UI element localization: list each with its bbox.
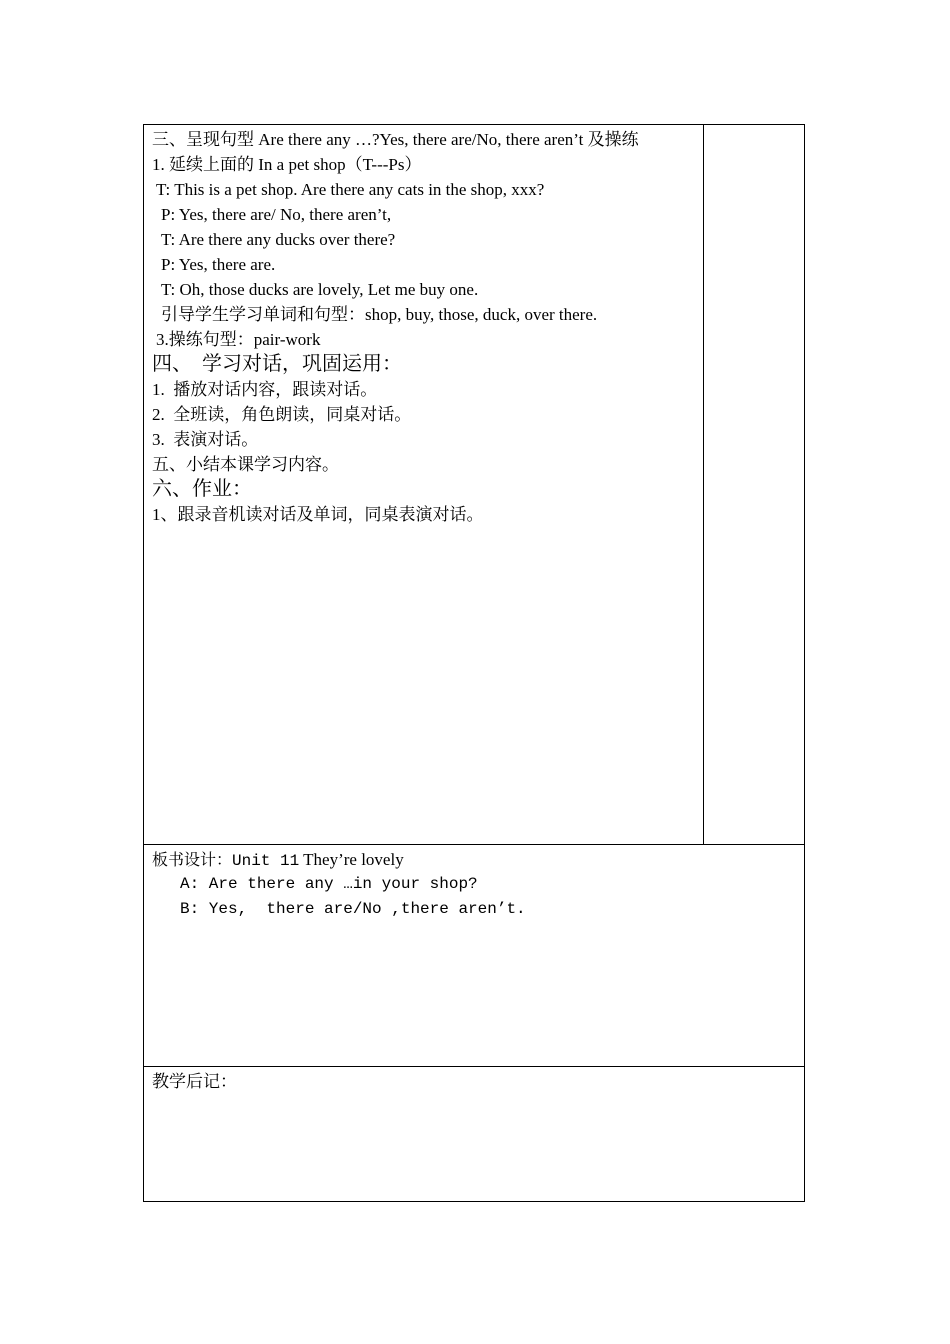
board-line-b: B: Yes, there are/No ,there aren’t. <box>180 900 526 918</box>
step-4-item-2: 2. 全班读，角色朗读，同桌对话。 <box>152 405 412 424</box>
board-design-title <box>152 847 804 872</box>
dialogue-line-t2: T: Are there any ducks over there? <box>161 230 396 249</box>
dialogue-line-p2: P: Yes, there are. <box>161 255 276 274</box>
teaching-notes-label: 教学后记： <box>152 1072 237 1091</box>
side-notes-cell <box>704 125 804 844</box>
vocabulary-guide: 引导学生学习单词和句型：shop, buy, those, duck, over there. <box>161 305 598 324</box>
step-6-heading: 六、作业： <box>152 478 252 500</box>
step-3-item-1: 1. 延续上面的 In a pet shop（T---Ps） <box>152 155 422 174</box>
procedure-row <box>144 125 804 845</box>
step-3-item-3: 3.操练句型：pair-work <box>156 330 321 349</box>
procedure-cell <box>144 125 704 844</box>
board-design-row <box>144 845 804 1067</box>
board-design-unit-title: They’re lovely <box>299 850 404 869</box>
step-4-item-3: 3. 表演对话。 <box>152 430 259 449</box>
teaching-notes-row <box>144 1067 812 1201</box>
step-5-heading: 五、小结本课学习内容。 <box>152 455 339 474</box>
step-4-item-1: 1. 播放对话内容，跟读对话。 <box>152 380 378 399</box>
homework-item-1: 1、跟录音机读对话及单词，同桌表演对话。 <box>152 505 484 524</box>
step-4-heading: 四、 学习对话，巩固运用： <box>152 353 402 375</box>
board-line-a: A: Are there any …in your shop? <box>180 875 478 893</box>
dialogue-line-t1: T: This is a pet shop. Are there any cats in the shop, xxx? <box>156 180 545 199</box>
dialogue-line-p1: P: Yes, there are/ No, there aren’t, <box>161 205 392 224</box>
step-3-heading: 三、呈现句型 Are there any …?Yes, there are/No, there aren’t 及操练 <box>152 130 639 149</box>
board-design-label: 板书设计：Unit 11 <box>152 852 300 870</box>
dialogue-line-t3: T: Oh, those ducks are lovely, Let me buy one. <box>161 280 479 299</box>
lesson-plan-table <box>143 124 805 1202</box>
